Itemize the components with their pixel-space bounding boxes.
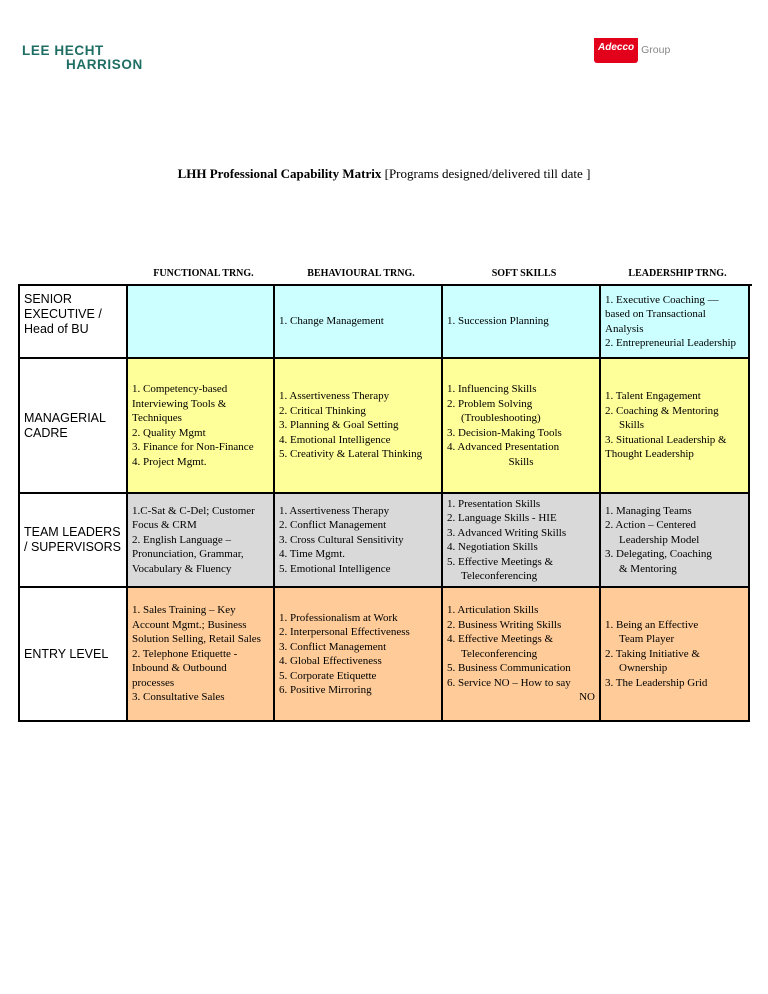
matrix-row-entry-level [18, 588, 752, 722]
cell-team-functional [128, 494, 275, 588]
cell-entry-functional [128, 588, 275, 722]
cell-senior-functional [128, 286, 275, 359]
list-item-continuation: Team Player [619, 633, 675, 646]
list-item-continuation: Teleconferencing [461, 570, 538, 582]
list-item: 4. Global Effectiveness [279, 655, 382, 667]
list-item: 1. Executive Coaching — based on Transactional Analysis [605, 293, 719, 335]
list-item: 1. Being an Effective [605, 618, 699, 631]
list-item: 1. Competency-based Interviewing Tools & Techniques [132, 383, 228, 424]
list-item: 2. Problem Solving [447, 397, 533, 410]
list-item: 1. Change Management [279, 315, 384, 328]
row-label-senior: SENIOR EXECUTIVE / Head of BU [20, 286, 128, 359]
title-bold: LHH Professional Capability Matrix [177, 166, 382, 181]
list-item-continuation: Skills [508, 455, 534, 468]
cell-managerial-soft [443, 359, 601, 494]
list-item: 3. Advanced Writing Skills [447, 526, 567, 539]
list-item: 1. Sales Training – Key Account Mgmt.; Business Solution Selling, Retail Sales [132, 604, 261, 646]
list-item-continuation: NO [579, 691, 595, 704]
list-item-continuation: Teleconferencing [461, 647, 538, 660]
cell-managerial-functional [128, 359, 275, 494]
adecco-group-text: Group [641, 43, 671, 56]
cell-senior-behavioural [275, 286, 443, 359]
matrix-row-team-leaders [18, 494, 752, 588]
list-item: 5. Corporate Etiquette [279, 669, 377, 682]
list-item: 1. Professionalism at Work [279, 611, 398, 624]
column-header-soft-skills: SOFT SKILLS [491, 268, 557, 279]
cell-senior-leadership [601, 286, 750, 359]
list-item: 3. Consultative Sales [132, 691, 225, 704]
lhh-logo-line1: LEE HECHT [22, 43, 104, 58]
list-item-continuation: Leadership Model [619, 533, 700, 546]
cell-managerial-behavioural [275, 359, 443, 494]
list-item: 4. Negotiation Skills [447, 541, 538, 553]
cell-team-leadership [601, 494, 750, 588]
list-item-continuation: Ownership [619, 662, 668, 675]
column-header-functional: FUNCTIONAL TRNG. [153, 268, 254, 279]
list-item: 1. Articulation Skills [447, 604, 539, 617]
row-label-managerial: MANAGERIAL CADRE [20, 359, 128, 494]
list-item: 1. Influencing Skills [447, 383, 537, 395]
list-item: 5. Effective Meetings & [447, 555, 554, 568]
lhh-logo-line2: HARRISON [66, 57, 143, 72]
list-item: 1.C-Sat & C-Del; Customer Focus & CRM [132, 504, 255, 532]
cell-team-behavioural [275, 494, 443, 588]
matrix-row-managerial [18, 359, 752, 494]
list-item: 2. Business Writing Skills [447, 618, 562, 631]
list-item: 2. Action – Centered [605, 519, 697, 532]
list-item: 5. Creativity & Lateral Thinking [279, 448, 423, 461]
cell-entry-soft [443, 588, 601, 722]
list-item: 3. Situational Leadership & Thought Leadership [605, 433, 727, 461]
matrix-row-senior [18, 284, 752, 359]
cell-senior-soft [443, 286, 601, 359]
cell-team-soft [443, 494, 601, 588]
column-header-behavioural: BEHAVIOURAL TRNG. [307, 268, 415, 279]
list-item: 3. Conflict Management [279, 640, 387, 653]
list-item: 2. Interpersonal Effectiveness [279, 626, 410, 638]
list-item: 6. Service NO – How to say [447, 676, 571, 689]
list-item: 4. Effective Meetings & [447, 633, 554, 646]
row-label-entry-level: ENTRY LEVEL [20, 588, 128, 722]
cell-entry-leadership [601, 588, 750, 722]
list-item: 4. Time Mgmt. [279, 548, 346, 561]
document-title [0, 166, 768, 182]
list-item: 2. Critical Thinking [279, 404, 366, 417]
list-item: 3. The Leadership Grid [605, 676, 708, 689]
list-item: 2. Coaching & Mentoring [605, 404, 719, 417]
list-item: 6. Positive Mirroring [279, 684, 372, 696]
list-item: 2. Taking Initiative & [605, 647, 700, 660]
column-headers [130, 268, 752, 279]
column-header-leadership: LEADERSHIP TRNG. [628, 268, 727, 279]
list-item: 5. Emotional Intelligence [279, 562, 391, 575]
list-item-continuation: (Troubleshooting) [461, 412, 541, 424]
list-item: 1. Presentation Skills [447, 497, 541, 510]
capability-matrix [18, 284, 752, 722]
list-item: 1. Assertiveness Therapy [279, 504, 390, 517]
cell-managerial-leadership [601, 359, 750, 494]
list-item-continuation: Skills [619, 419, 645, 432]
list-item: 5. Business Communication [447, 662, 571, 675]
adecco-logo-mark: Adecco [594, 38, 638, 63]
list-item: 2. English Language – Pronunciation, Grammar, Vocabulary & Fluency [132, 533, 244, 575]
list-item: 2. Language Skills - HIE [447, 512, 557, 524]
list-item: 1. Assertiveness Therapy [279, 390, 390, 403]
list-item: 3. Delegating, Coaching [605, 548, 712, 561]
list-item: 2. Conflict Management [279, 519, 387, 532]
list-item: 4. Advanced Presentation [447, 441, 560, 453]
list-item: 2. Entrepreneurial Leadership [605, 337, 737, 349]
list-item: 3. Planning & Goal Setting [279, 419, 399, 432]
list-item: 4. Emotional Intelligence [279, 433, 391, 446]
list-item: 1. Talent Engagement [605, 390, 701, 403]
list-item: 3. Decision-Making Tools [447, 426, 562, 439]
list-item: 3. Cross Cultural Sensitivity [279, 533, 404, 546]
row-label-team-leaders: TEAM LEADERS / SUPERVISORS [20, 494, 128, 588]
list-item-continuation: & Mentoring [619, 562, 677, 575]
lhh-logo [22, 44, 143, 72]
cell-entry-behavioural [275, 588, 443, 722]
list-item: 1. Succession Planning [447, 315, 549, 328]
adecco-group-logo [594, 38, 670, 63]
list-item: 2. Quality Mgmt [132, 426, 206, 439]
title-subtitle: [Programs designed/delivered till date ] [384, 166, 591, 181]
list-item: 3. Finance for Non-Finance [132, 441, 254, 453]
list-item: 1. Managing Teams [605, 504, 692, 517]
list-item: 2. Telephone Etiquette - Inbound & Outbound processes [132, 647, 238, 689]
list-item: 4. Project Mgmt. [132, 455, 207, 468]
